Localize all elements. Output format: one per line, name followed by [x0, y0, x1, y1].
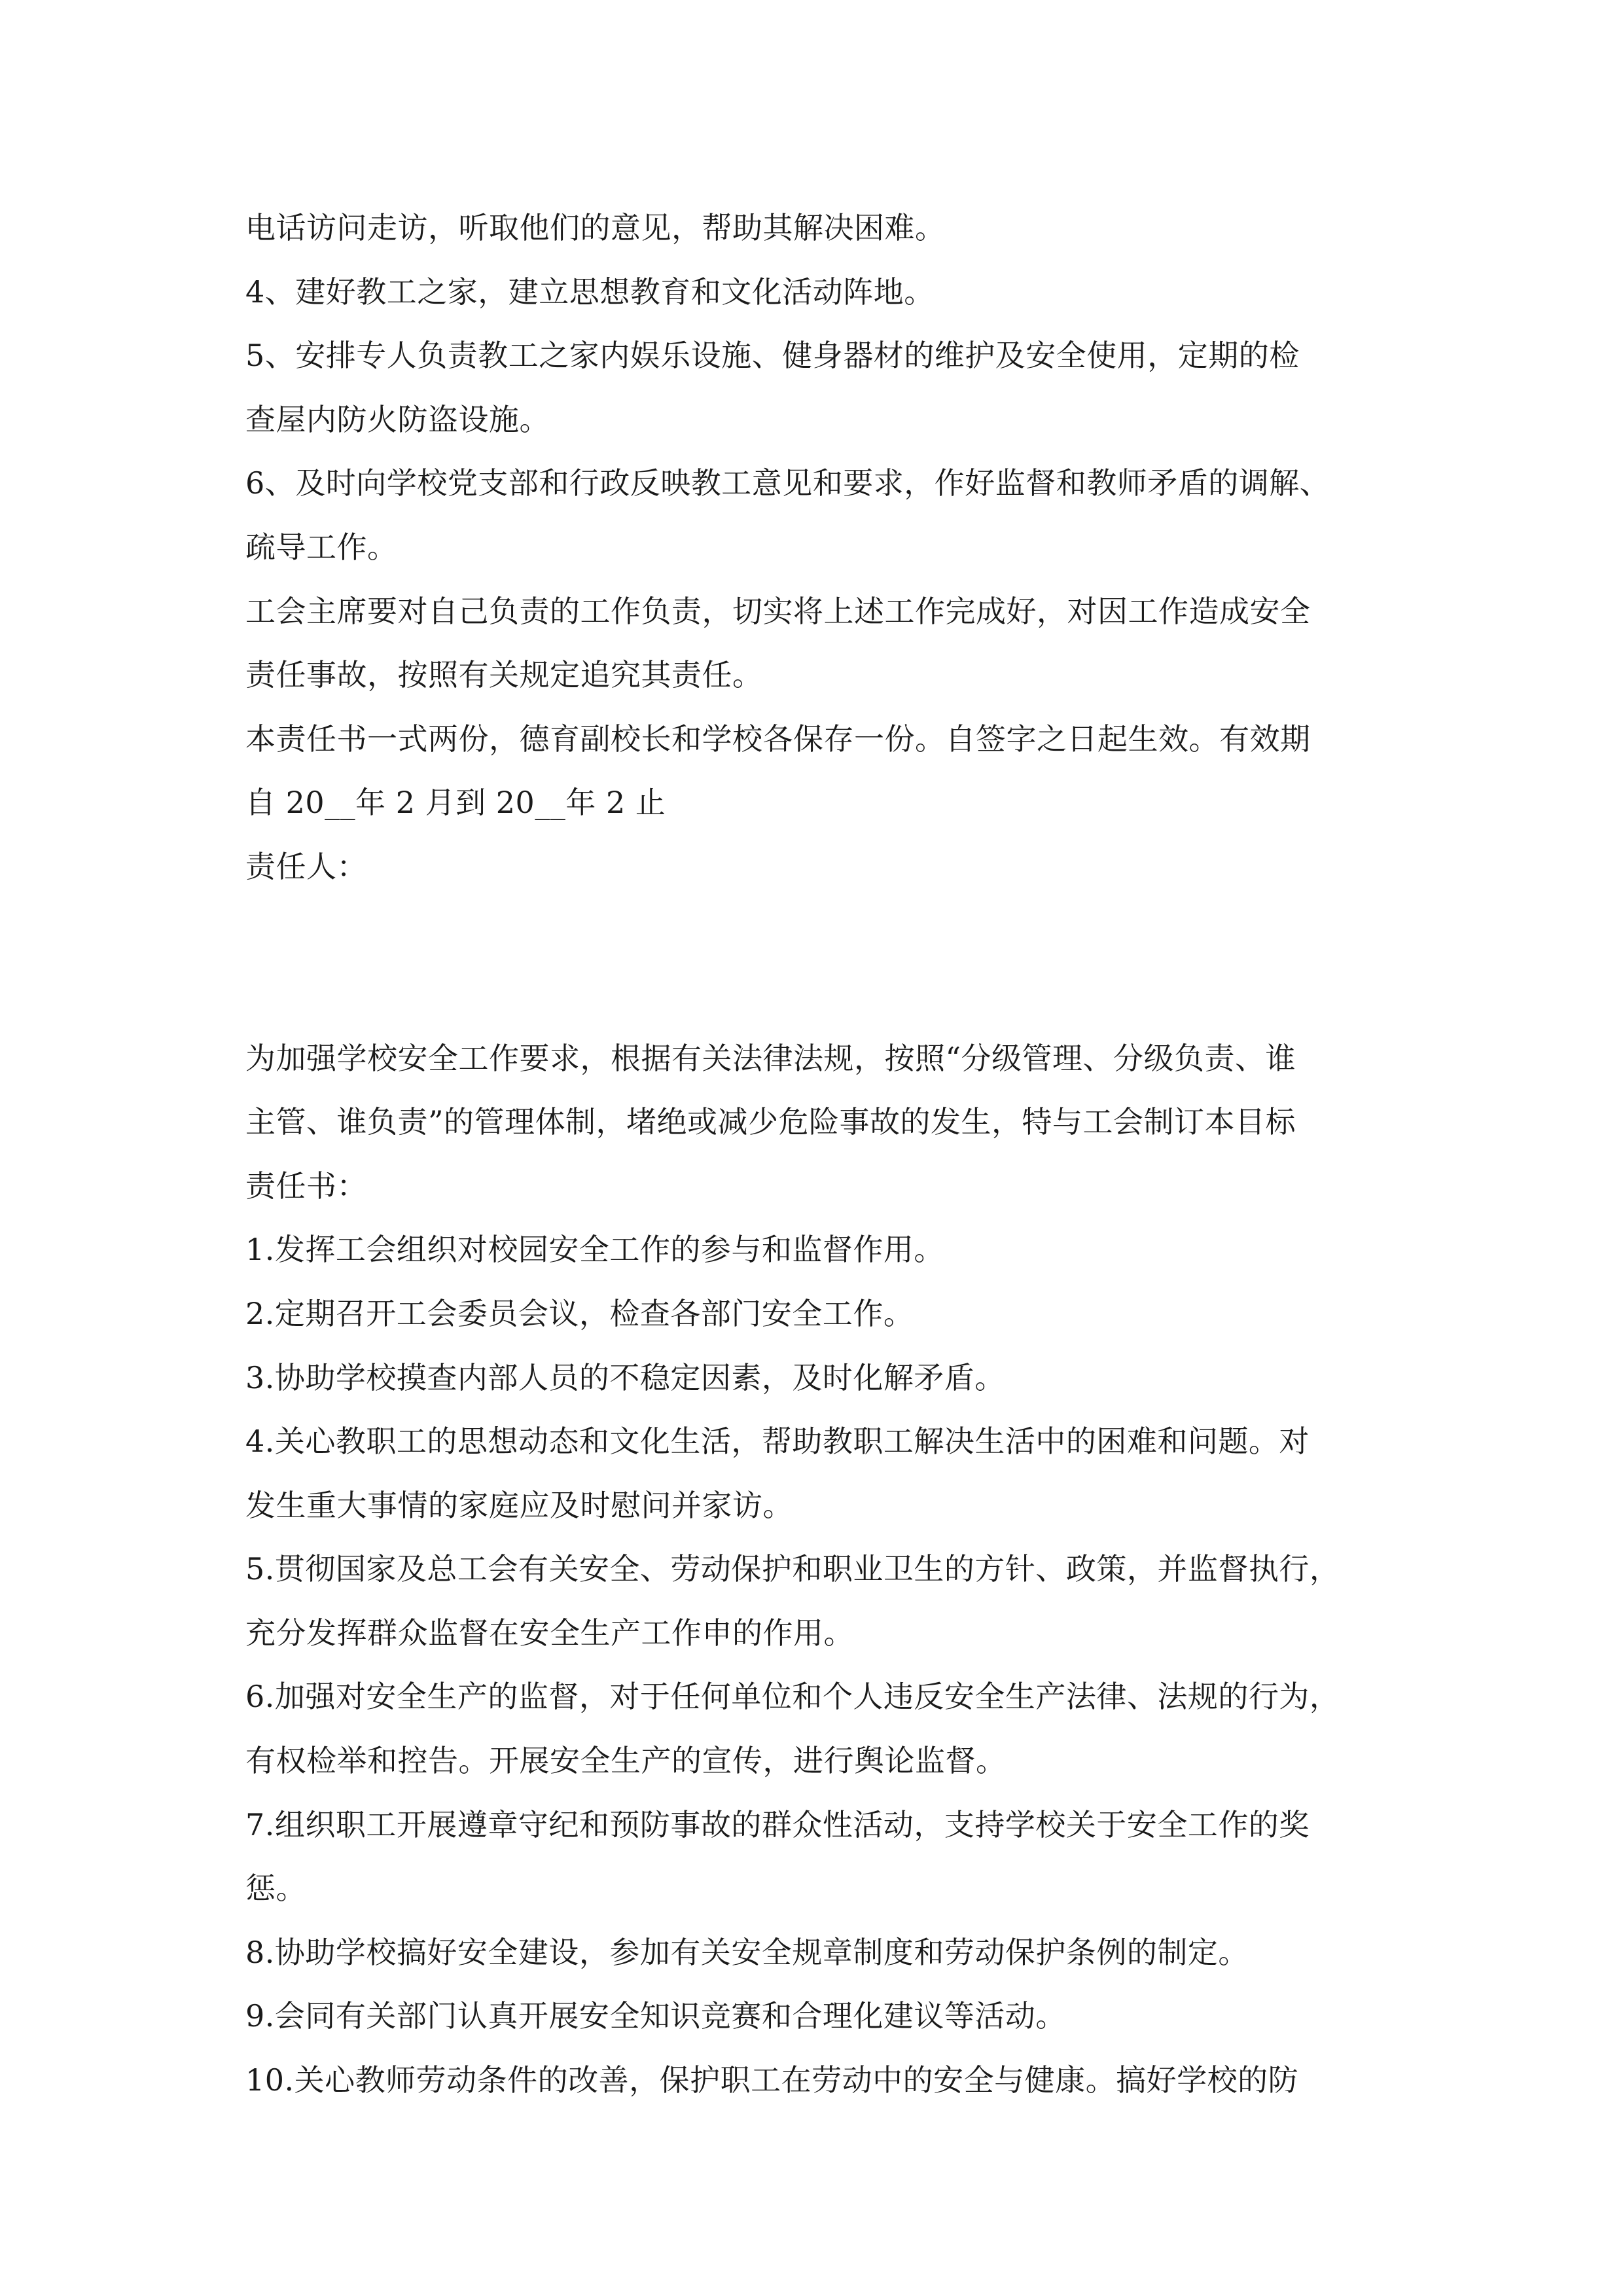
text-line: 查屋内防火防盗设施。	[245, 401, 550, 437]
list-item: 2.定期召开工会委员会议，检查各部门安全工作。	[245, 1295, 914, 1331]
list-item: 9.会同有关部门认真开展安全知识竞赛和合理化建议等活动。	[245, 1998, 1066, 2034]
list-item: 7.组织职工开展遵章守纪和预防事故的群众性活动，支持学校关于安全工作的奖	[245, 1806, 1310, 1842]
list-item: 10.关心教师劳动条件的改善，保护职工在劳动中的安全与健康。搞好学校的防	[245, 2062, 1299, 2098]
document-body	[245, 196, 1397, 2113]
list-item: 6.加强对安全生产的监督，对于任何单位和个人违反安全生产法律、法规的行为，	[245, 1679, 1340, 1715]
text-line: 工会主席要对自己负责的工作负责，切实将上述工作完成好，对因工作造成安全	[245, 593, 1311, 629]
text-line: 充分发挥群众监督在安全生产工作申的作用。	[245, 1615, 854, 1651]
text-line: 有权检举和控告。开展安全生产的宣传，进行舆论监督。	[245, 1743, 1007, 1779]
text-line: 责任书：	[245, 1168, 367, 1204]
text-line: 惩。	[245, 1871, 306, 1907]
text-line: 发生重大事情的家庭应及时慰问并家访。	[245, 1487, 793, 1523]
text-line: 电话访问走访，听取他们的意见，帮助其解决困难。	[245, 210, 946, 245]
text-line: 自 20__年 2 月到 20__年 2 止	[245, 785, 666, 821]
text-line: 主管、谁负责”的管理体制，堵绝或减少危险事故的发生，特与工会制订本目标	[245, 1104, 1296, 1140]
list-item: 1.发挥工会组织对校园安全工作的参与和监督作用。	[245, 1232, 944, 1268]
text-line: 本责任书一式两份，德育副校长和学校各保存一份。自签字之日起生效。有效期	[245, 721, 1311, 757]
section-gap	[245, 899, 1397, 1027]
responsible-person-label: 责任人：	[245, 848, 367, 884]
text-line: 责任事故，按照有关规定追究其责任。	[245, 657, 763, 693]
text-line: 6、及时向学校党支部和行政反映教工意见和要求，作好监督和教师矛盾的调解、	[245, 465, 1330, 501]
text-line: 为加强学校安全工作要求，根据有关法律法规，按照“分级管理、分级负责、谁	[245, 1040, 1296, 1076]
text-line: 4、建好教工之家，建立思想教育和文化活动阵地。	[245, 274, 935, 310]
text-line: 疏导工作。	[245, 529, 398, 565]
text-line: 5、安排专人负责教工之家内娱乐设施、健身器材的维护及安全使用，定期的检	[245, 338, 1300, 374]
list-item: 3.协助学校摸查内部人员的不稳定因素，及时化解矛盾。	[245, 1359, 1005, 1395]
list-item: 5.贯彻国家及总工会有关安全、劳动保护和职业卫生的方针、政策，并监督执行，	[245, 1551, 1340, 1587]
list-item: 8.协助学校搞好安全建设，参加有关安全规章制度和劳动保护条例的制定。	[245, 1934, 1249, 1970]
list-item: 4.关心教职工的思想动态和文化生活，帮助教职工解决生活中的困难和问题。对	[245, 1424, 1310, 1460]
